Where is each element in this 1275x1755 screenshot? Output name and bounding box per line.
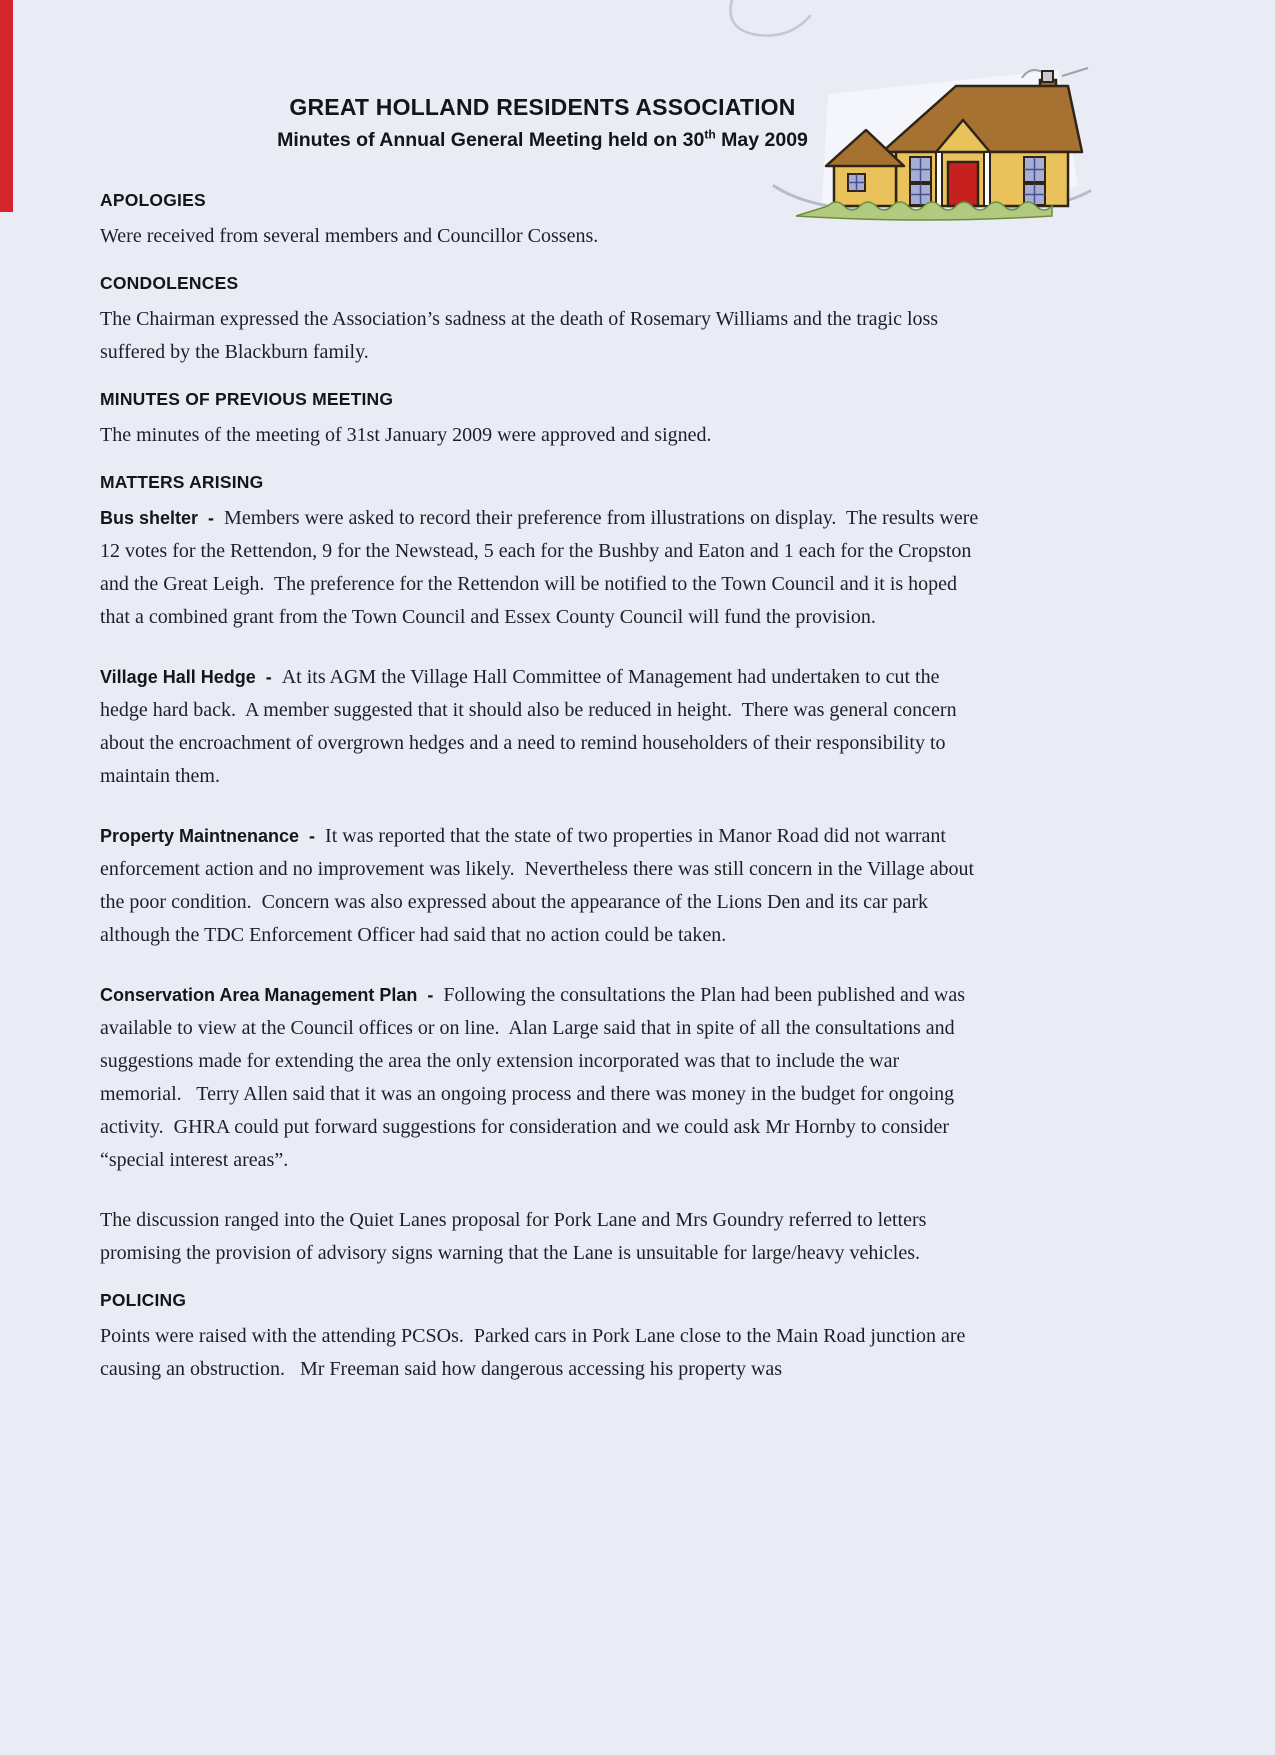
paragraph [100,419,985,452]
chimney-pot [1042,71,1053,82]
paragraph [100,979,985,1177]
paragraph-lead-label: Property Maintnenance [100,826,300,846]
lead-separator: - [299,826,326,846]
minutes-section [100,472,985,1270]
paragraph-text: The Chairman expressed the Association’s sadness at the death of Rosemary Williams and the tragic loss suffered by the Blackburn family. [100,308,944,363]
section-heading: POLICING [100,1290,187,1310]
paragraph-text: The discussion ranged into the Quiet Lanes proposal for Pork Lane and Mrs Goundry referred to letters promising the provision of advisory signs warning that the Lane is unsuitable for large/heavy vehicles. [100,1209,932,1264]
minutes-section [100,273,985,369]
paragraph [100,303,985,369]
paragraph [100,502,985,634]
paragraph [100,661,985,793]
lead-separator: - [198,508,225,528]
paragraph-text: Were received from several members and Councillor Cossens. [100,225,599,247]
paragraph-text: The minutes of the meeting of 31st January 2009 were approved and signed. [100,424,712,446]
paragraph [100,1320,985,1386]
paragraph-text: At its AGM the Village Hall Committee of Management had undertaken to cut the hedge hard back. A member suggested that it should also be reduced in height. There was general concern about the encroachment of overgrown hedges and a need to remind householders of their responsibility to maintain them. [100,666,962,787]
paragraph [100,220,985,253]
paragraph [100,1204,985,1270]
smoke-line [1062,68,1088,76]
section-heading: APOLOGIES [100,190,206,210]
section-heading: MATTERS ARISING [100,472,264,492]
minutes-section [100,389,985,452]
lead-separator: - [255,667,282,687]
paragraph-text: Members were asked to record their preference from illustrations on display. The results were 12 votes for the Rettendon, 9 for the Newstead, 5 each for the Bushby and Eaton and 1 each for the Cropston and the Great Leigh. The preference for the Rettendon will be notified to the Town Council and it is hoped that a combined grant from the Town Council and Essex County Council will fund the provision. [100,507,984,628]
scan-artifact-red-bar [0,0,13,212]
minutes-section [100,1290,985,1386]
page-subtitle: Minutes of Annual General Meeting held on 30th May 2009 [277,127,808,151]
paragraph-lead-label: Bus shelter [100,508,199,528]
paragraph-text: It was reported that the state of two properties in Manor Road did not warrant enforcement action and no improvement was likely. Nevertheless there was still concern in the Village about the poor condition. Concern was also expressed about the appearance of the Lions Den and its car park although the TDC Enforcement Officer had said that no action could be taken. [100,825,980,946]
paragraph-lead-label: Conservation Area Management Plan [100,985,418,1005]
scan-artifact-curve [722,0,814,44]
lead-separator: - [417,985,444,1005]
minutes-section [100,190,985,253]
paragraph [100,820,985,952]
section-heading: CONDOLENCES [100,273,239,293]
page-title: GREAT HOLLAND RESIDENTS ASSOCIATION [289,94,796,120]
content-column [100,190,985,1392]
paragraph-text: Following the consultations the Plan had been published and was available to view at the Council offices or on line. Alan Large said that in spite of all the consultations and suggestions made for extending the area the only extension incorporated was that to include the war memorial. Terry Allen said that it was an ongoing process and there was money in the budget for ongoing activity. GHRA could put forward suggestions for consideration and we could ask Mr Hornby to consider “special interest areas”. [100,984,971,1171]
paragraph-lead-label: Village Hall Hedge [100,667,256,687]
section-heading: MINUTES OF PREVIOUS MEETING [100,389,394,409]
paragraph-text: Points were raised with the attending PCSOs. Parked cars in Pork Lane close to the Main Road junction are causing an obstruction. Mr Freeman said how dangerous accessing his property was [100,1325,971,1380]
